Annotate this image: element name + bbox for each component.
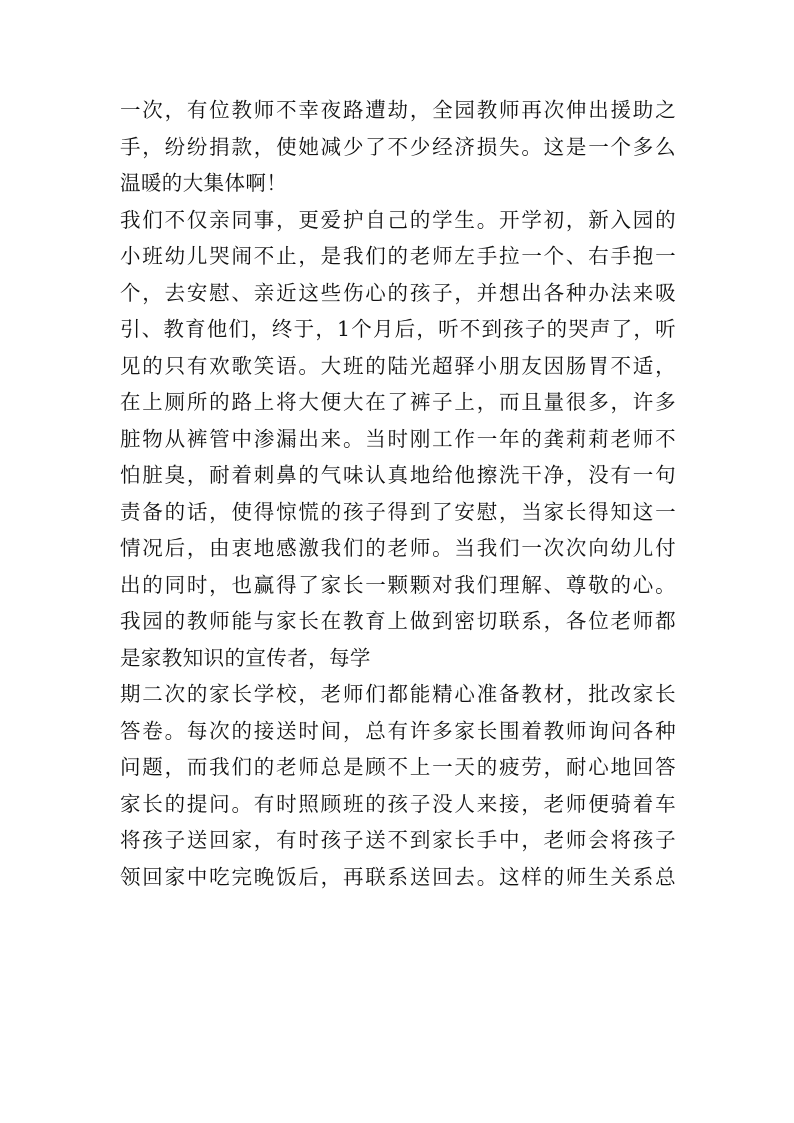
text-line: 一次，有位教师不幸夜路遭劫，全园教师再次伸出援助之 bbox=[120, 98, 676, 122]
text-line: 个，去安慰、亲近这些伤心的孩子，并想出各种办法来吸 bbox=[120, 280, 676, 305]
text-line: 答卷。每次的接送时间，总有许多家长围着教师询问各种 bbox=[120, 718, 676, 743]
text-line: 温暖的大集体啊！ bbox=[120, 171, 288, 195]
text-line: 家长的提问。有时照顾班的孩子没人来接，老师便骑着车 bbox=[120, 791, 676, 816]
text-line: 引、教育他们，终于，1个月后，听不到孩子的哭声了，听 bbox=[120, 317, 676, 341]
text-line: 手，纷纷捐款，使她减少了不少经济损失。这是一个多么 bbox=[120, 134, 676, 159]
text-line: 情况后，由衷地感激我们的老师。当我们一次次向幼儿付 bbox=[120, 536, 676, 560]
text-line: 将孩子送回家，有时孩子送不到家长手中，老师会将孩子 bbox=[120, 828, 676, 852]
text-line: 问题，而我们的老师总是顾不上一天的疲劳，耐心地回答 bbox=[120, 755, 676, 779]
text-line: 领回家中吃完晚饭后，再联系送回去。这样的师生关系总 bbox=[120, 864, 676, 889]
body-text bbox=[120, 92, 676, 895]
text-line: 脏物从裤管中渗漏出来。当时刚工作一年的龚莉莉老师不 bbox=[120, 426, 676, 451]
text-line: 小班幼儿哭闹不止，是我们的老师左手拉一个、右手抱一 bbox=[120, 244, 676, 268]
text-line: 在上厕所的路上将大便大在了裤子上，而且量很多，许多 bbox=[120, 390, 676, 414]
text-line: 期二次的家长学校，老师们都能精心准备教材，批改家长 bbox=[120, 682, 676, 706]
text-line: 我们不仅亲同事，更爱护自己的学生。开学初，新入园的 bbox=[120, 207, 676, 232]
text-line: 出的同时，也赢得了家长一颗颗对我们理解、尊敬的心。 bbox=[120, 572, 676, 597]
text-line: 责备的话，使得惊慌的孩子得到了安慰，当家长得知这一 bbox=[120, 499, 676, 524]
text-line: 怕脏臭，耐着刺鼻的气味认真地给他擦洗干净，没有一句 bbox=[120, 463, 676, 487]
text-line: 我园的教师能与家长在教育上做到密切联系，各位老师都 bbox=[120, 609, 676, 633]
text-line: 见的只有欢歌笑语。大班的陆光超驿小朋友因肠胃不适， bbox=[120, 353, 676, 378]
text-line: 是家教知识的宣传者，每学 bbox=[120, 645, 371, 670]
